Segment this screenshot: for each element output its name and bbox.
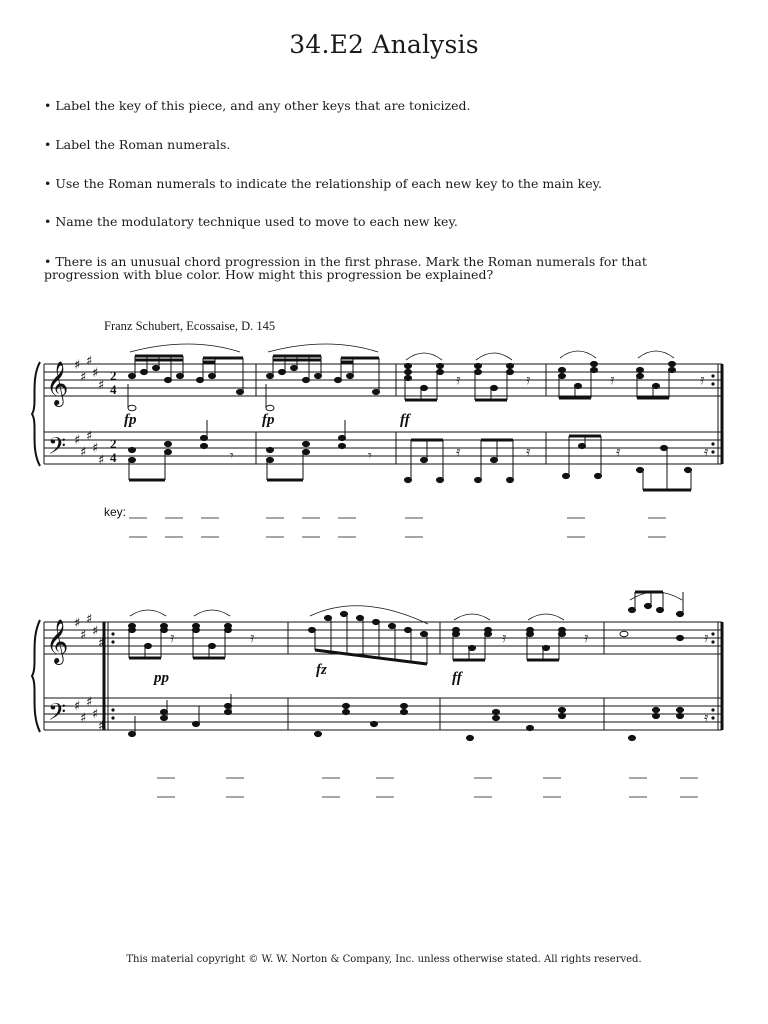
dynamic-ff-2: ff [452, 670, 462, 686]
svg-text:♯: ♯ [86, 695, 93, 710]
svg-text:𝄿: 𝄿 [616, 444, 621, 460]
svg-text:♯: ♯ [98, 719, 105, 734]
dynamic-fp-1: fp [124, 412, 137, 428]
svg-text:♯: ♯ [74, 358, 81, 373]
key-signature-sharps [74, 354, 104, 468]
system1-bass-staff [44, 432, 722, 464]
svg-text:𝄿: 𝄿 [456, 444, 461, 460]
treble-clef-icon: 𝄞 [46, 619, 69, 663]
svg-text:♯: ♯ [92, 441, 99, 456]
svg-text:♯: ♯ [98, 453, 105, 468]
svg-text:𝄿: 𝄿 [610, 372, 615, 388]
system1-measure2-notes [266, 344, 380, 411]
svg-text:♯: ♯ [74, 433, 81, 448]
system2-bass-notes [129, 694, 684, 741]
system1-measure3-4-chords [405, 351, 676, 400]
bass-clef-icon: 𝄢 [48, 698, 67, 731]
system1-answer-blanks [129, 518, 666, 537]
page-title: 34.E2 Analysis [289, 30, 479, 59]
svg-text:♯: ♯ [86, 354, 93, 369]
dynamic-pp: pp [154, 670, 169, 686]
system2-answer-blanks [157, 778, 698, 797]
svg-text:♯: ♯ [86, 429, 93, 444]
bass-clef-icon: 𝄢 [48, 432, 67, 465]
svg-text:𝄿: 𝄿 [704, 444, 709, 460]
svg-text:♯: ♯ [74, 616, 81, 631]
time-signature-top-bass: 2 [110, 436, 117, 451]
svg-text:♯: ♯ [98, 636, 105, 651]
dynamic-fz: fz [316, 662, 327, 678]
system1-treble-staff [44, 364, 722, 396]
time-signature-bottom-bass: 4 [110, 450, 117, 465]
svg-text:𝄿: 𝄿 [704, 630, 709, 646]
key-label: key: [104, 505, 127, 519]
instruction-relationship: • Use the Roman numerals to indicate the relationship of each new key to the main key. [44, 176, 603, 191]
repeat-dots [111, 374, 714, 719]
system2-treble-staff [44, 622, 722, 654]
composer-credit: Franz Schubert, Ecossaise, D. 145 [104, 319, 276, 333]
svg-text:𝄾: 𝄾 [230, 448, 234, 464]
instruction-key: • Label the key of this piece, and any other keys that are tonicized. [44, 98, 471, 113]
svg-text:𝄿: 𝄿 [700, 372, 705, 388]
svg-text:♯: ♯ [86, 612, 93, 627]
dynamic-ff-1: ff [400, 412, 410, 428]
instruction-modulation: • Name the modulatory technique used to move to each new key. [44, 214, 458, 229]
system1-bass-notes [129, 420, 692, 490]
svg-text:♯: ♯ [80, 445, 87, 460]
copyright-footer: This material copyright © W. W. Norton & Company, Inc. unless otherwise stated. All rights reserved. [126, 954, 642, 965]
svg-text:𝄿: 𝄿 [170, 630, 175, 646]
dynamic-fp-2: fp [262, 412, 275, 428]
svg-text:♯: ♯ [92, 366, 99, 381]
svg-text:♯: ♯ [74, 699, 81, 714]
svg-text:♯: ♯ [80, 711, 87, 726]
svg-text:𝄿: 𝄿 [502, 630, 507, 646]
svg-text:𝄿: 𝄿 [250, 630, 255, 646]
instruction-roman-numerals: • Label the Roman numerals. [44, 137, 231, 152]
instruction-unusual-progression: • There is an unusual chord progression in the first phrase. Mark the Roman numerals for that progression with blue color. How might this progression be explained? [44, 254, 647, 282]
svg-text:𝄿: 𝄿 [704, 710, 709, 726]
time-signature-bottom: 4 [110, 382, 117, 397]
svg-text:𝄿: 𝄿 [526, 372, 531, 388]
svg-text:♯: ♯ [92, 707, 99, 722]
svg-text:♯: ♯ [80, 370, 87, 385]
svg-text:♯: ♯ [98, 378, 105, 393]
system2-treble-notes [129, 592, 684, 664]
svg-text:𝄿: 𝄿 [526, 444, 531, 460]
svg-text:𝄾: 𝄾 [368, 448, 372, 464]
svg-text:𝄿: 𝄿 [584, 630, 589, 646]
system2-bass-staff [44, 698, 722, 730]
treble-clef-icon: 𝄞 [46, 361, 69, 405]
svg-text:𝄿: 𝄿 [456, 372, 461, 388]
system1-measure1-notes [128, 344, 244, 411]
time-signature-top: 2 [110, 368, 117, 383]
svg-text:♯: ♯ [92, 624, 99, 639]
svg-text:♯: ♯ [80, 628, 87, 643]
